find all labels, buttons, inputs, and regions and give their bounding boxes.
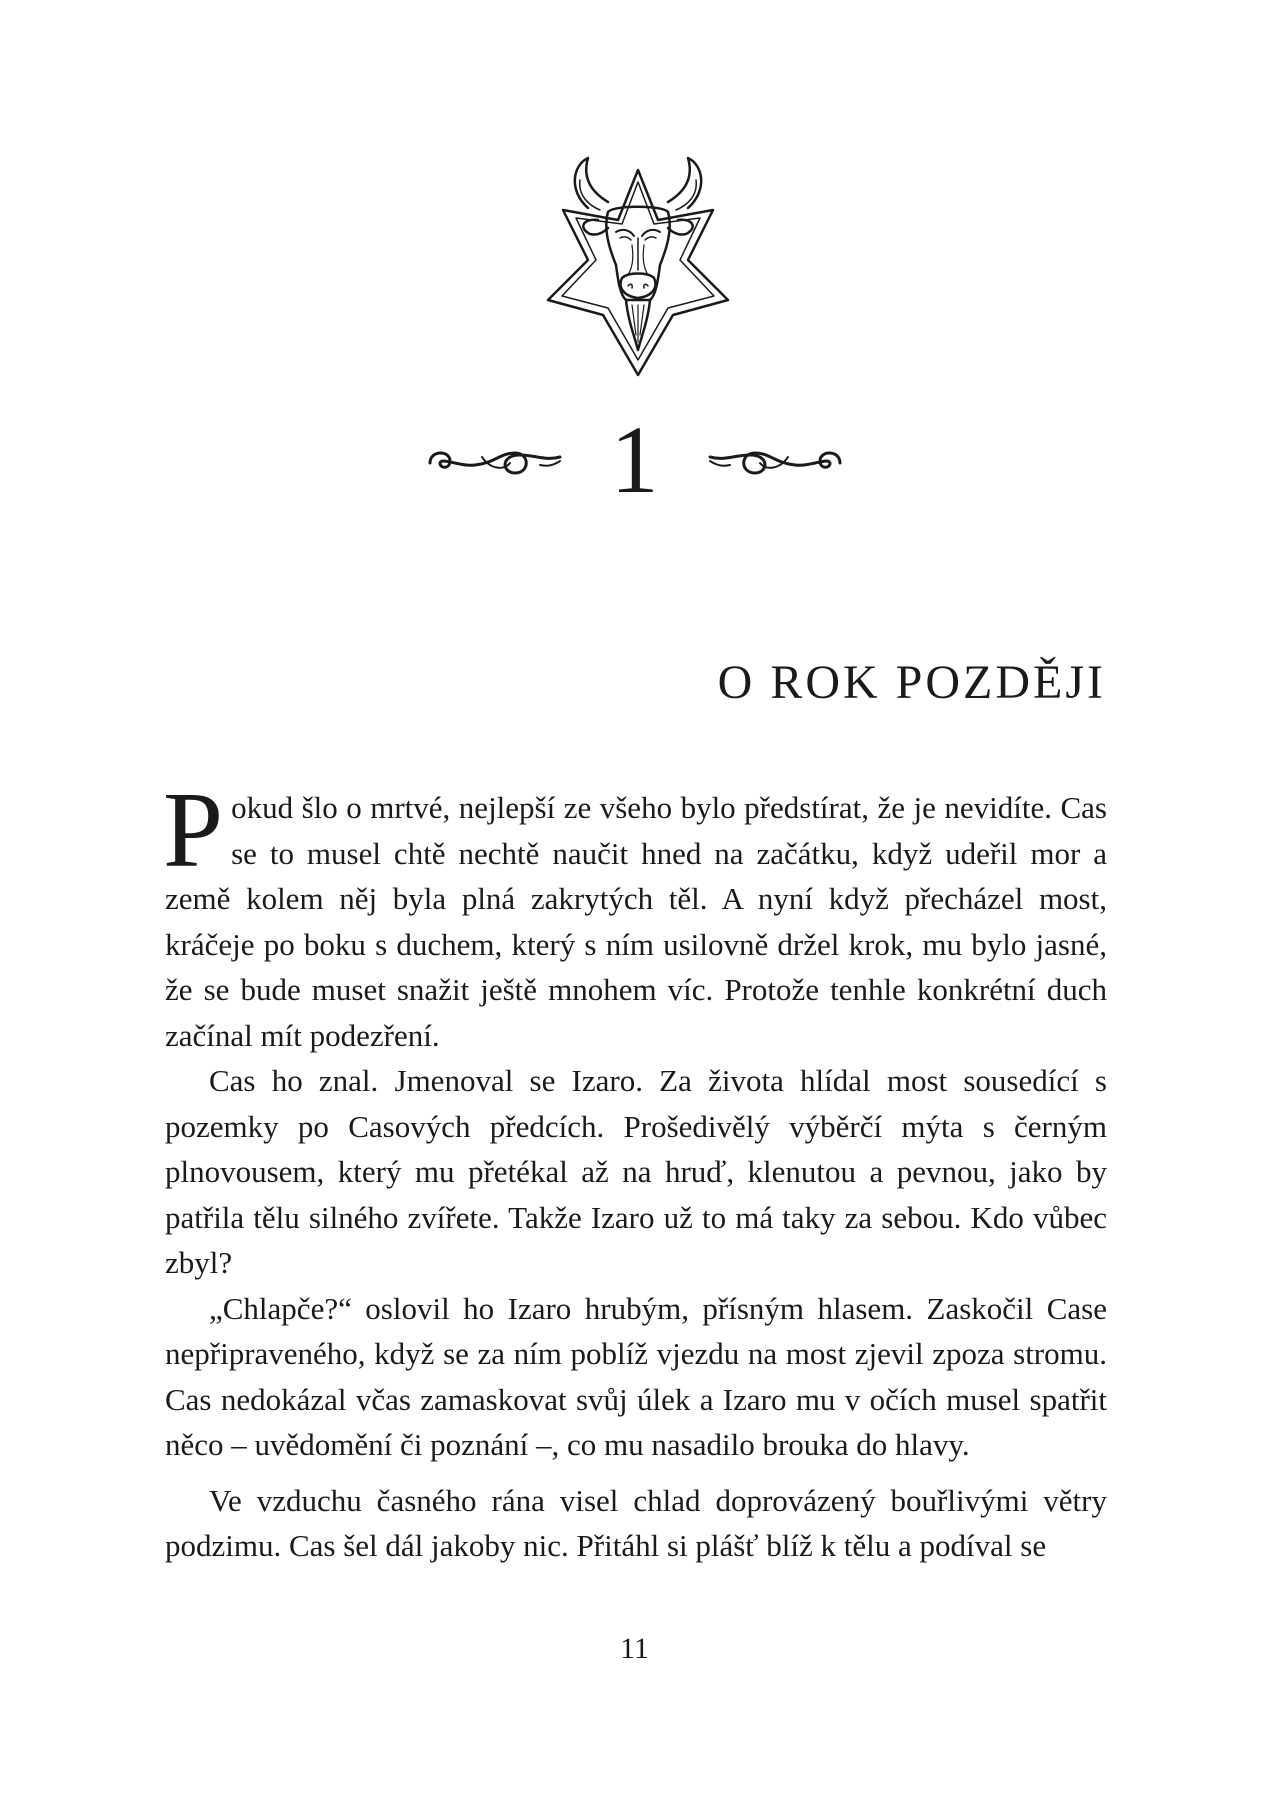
paragraph-text: okud šlo o mrtvé, nejlepší ze všeho bylo předstírat, že je nevidíte. Cas se to musel chtě nechtě naučit hned na začátku, když udeřil mor a země kolem něj byla plná zakrytých těl. A nyní když přecházel most, kráčeje po boku s duchem, který s ním usilovně držel krok, mu bylo jasné, že se bude muset snažit ještě mnohem víc. Protože tenhle konkrétní duch začínal mít podezření. bbox=[165, 790, 1107, 1053]
paragraph bbox=[163, 771, 1107, 1058]
page-number: 11 bbox=[620, 1632, 649, 1665]
chapter-title: O ROK POZDĚJI bbox=[717, 656, 1106, 709]
paragraph: Cas ho znal. Jmenoval se Izaro. Za života hlídal most sousedící s pozemky po Casových předcích. Prošedivělý výběrčí mýta s černým plnovousem, který mu přetékal až na hruď, klenutou a pevnou, jako by patřila tělu silného zvířete. Takže Izaro už to má taky za sebou. Kdo vůbec zbyl? bbox=[165, 1063, 1107, 1280]
chapter-number: 1 bbox=[610, 406, 659, 513]
paragraph: „Chlapče?“ oslovil ho Izaro hrubým, přísným hlasem. Zaskočil Case nepřipraveného, když se za ním poblíž vjezdu na most zjevil zpoza stromu. Cas nedokázal včas zamaskovat svůj úlek a Izaro mu v očích musel spatřit něco – uvědomění či poznání –, co mu nasadilo brouka do hlavy. bbox=[165, 1290, 1107, 1462]
flourish-right-icon bbox=[700, 435, 850, 485]
paragraph: Ve vzduchu časného rána visel chlad doprovázený bouřlivými větry podzimu. Cas šel dál jakoby nic. Přitáhl si plášť blíž k tělu a podíval se bbox=[165, 1482, 1107, 1563]
drop-cap: P bbox=[163, 771, 224, 890]
body-text bbox=[163, 771, 1107, 1569]
bull-head-star-icon bbox=[528, 150, 748, 380]
chapter-heading bbox=[0, 405, 1269, 515]
